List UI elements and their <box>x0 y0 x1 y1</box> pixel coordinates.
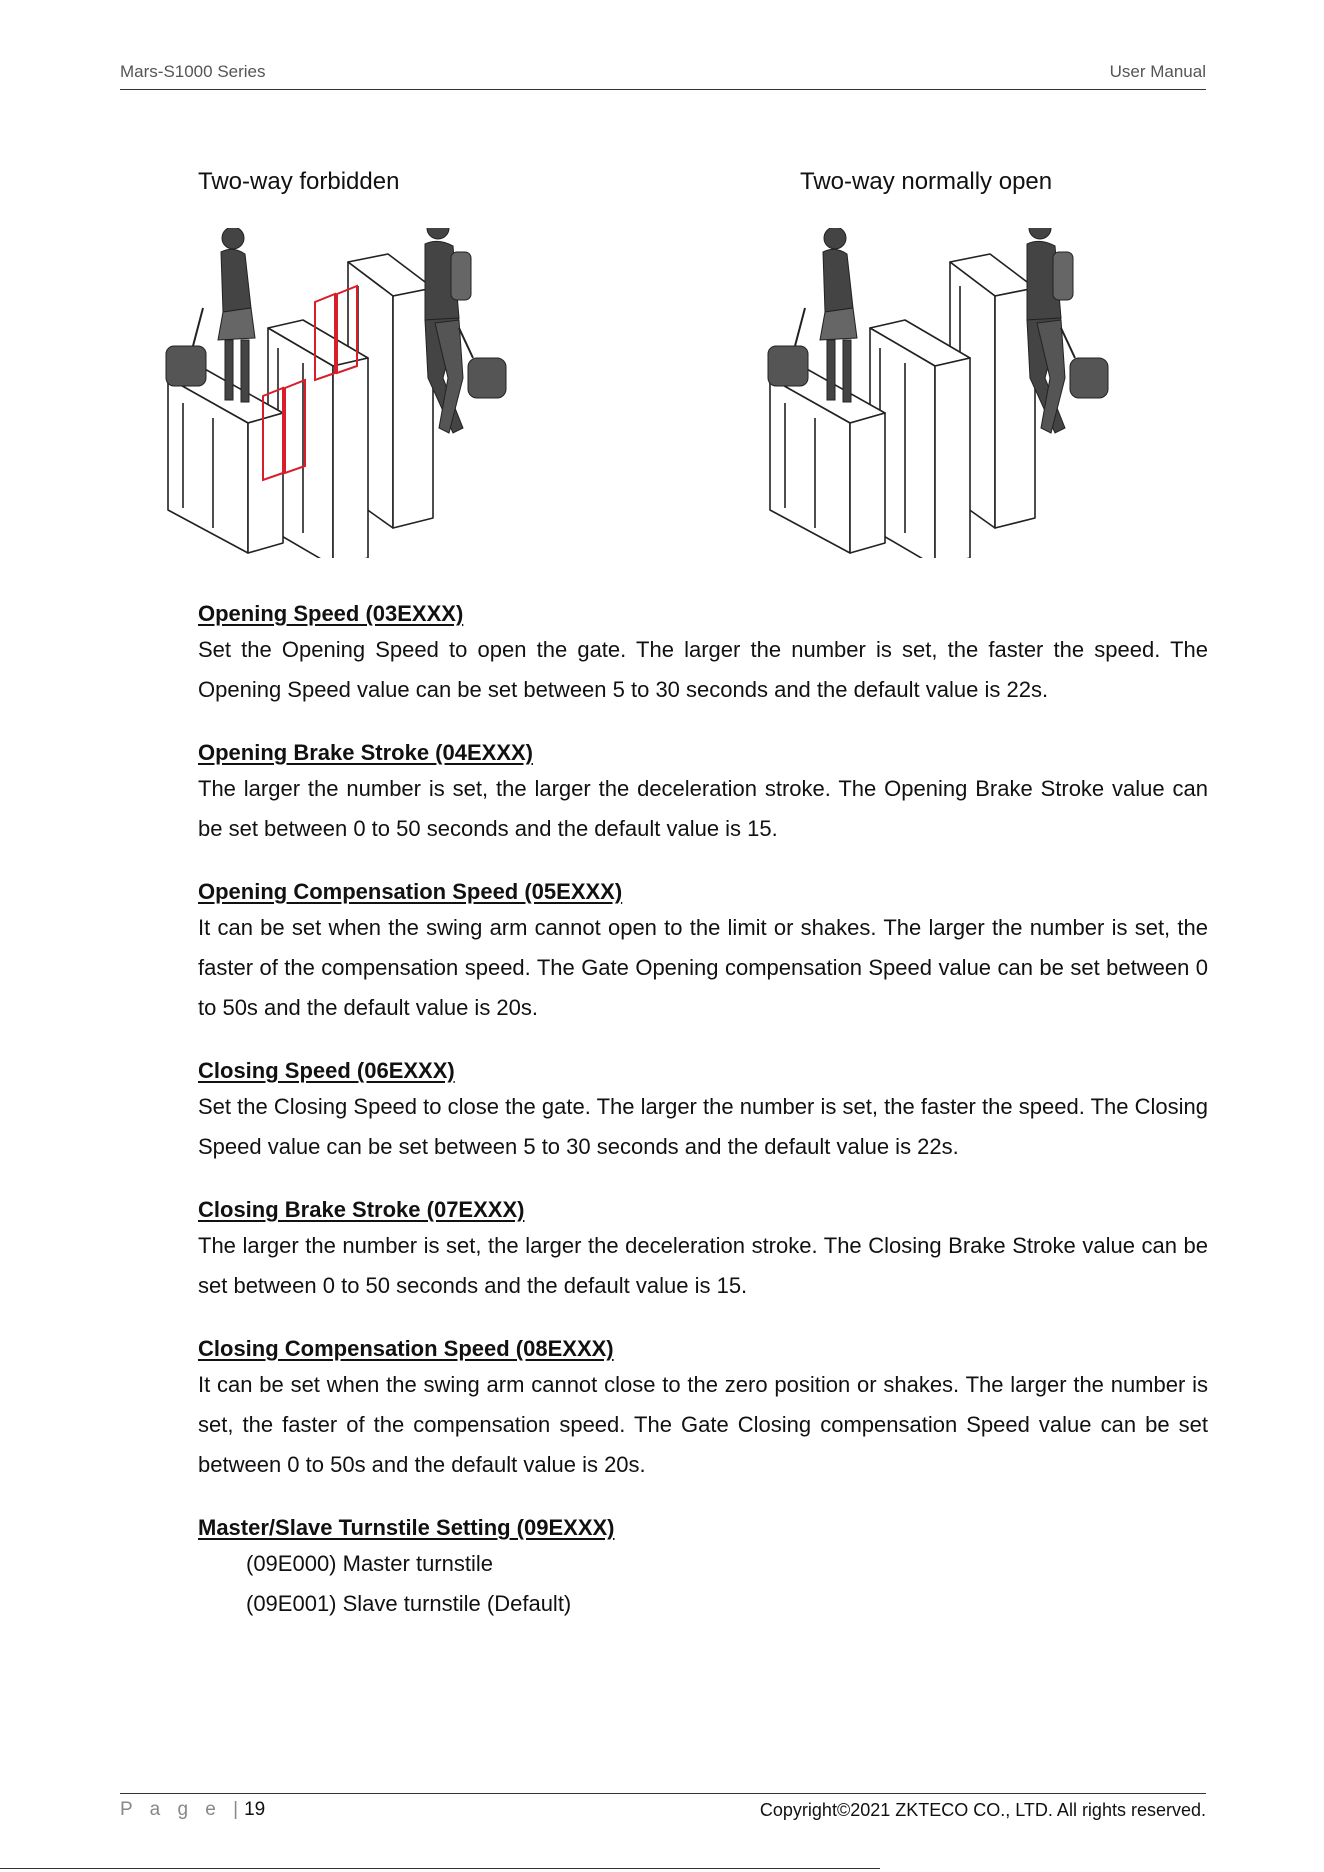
section-title: Closing Brake Stroke (07EXXX) <box>198 1197 525 1222</box>
section-opening-speed <box>198 598 1208 710</box>
section-body: Set the Closing Speed to close the gate. The larger the number is set, the faster the speed. The Closing Speed value can be set between 5 to 30 seconds and the default value is 22s. <box>198 1094 1208 1159</box>
copyright: Copyright©2021 ZKTECO CO., LTD. All rights reserved. <box>759 1800 1206 1820</box>
section-body: The larger the number is set, the larger the deceleration stroke. The Opening Brake Stroke value can be set between 0 to 50 seconds and the default value is 15. <box>198 776 1208 841</box>
section-master-slave-turnstile-setting <box>198 1512 1208 1624</box>
section-body: The larger the number is set, the larger the deceleration stroke. The Closing Brake Stroke value can be set between 0 to 50 seconds and the default value is 15. <box>198 1233 1208 1298</box>
header-rule <box>120 89 1206 90</box>
page-number-value: 19 <box>244 1799 266 1820</box>
figure-caption-two-way-normally-open: Two-way normally open <box>800 168 1053 195</box>
section-opening-compensation-speed <box>198 876 1208 1028</box>
turnstile-illustration-two-way-normally-open <box>765 228 1145 558</box>
section-title: Master/Slave Turnstile Setting (09EXXX) <box>198 1515 615 1540</box>
section-closing-compensation-speed <box>198 1333 1208 1485</box>
section-body: It can be set when the swing arm cannot open to the limit or shakes. The larger the number is set, the faster of the compensation speed. The Gate Opening compensation Speed value can be set between 0 to 50s and the default value is 20s. <box>198 915 1208 1020</box>
header-series: Mars-S1000 Series <box>120 62 266 81</box>
section-title: Opening Speed (03EXXX) <box>198 601 464 626</box>
page-label: P a g e <box>120 1799 222 1820</box>
section-title: Opening Compensation Speed (05EXXX) <box>198 879 623 904</box>
turnstile-illustration-two-way-forbidden <box>163 228 543 558</box>
page-number <box>120 1799 265 1821</box>
section-body: It can be set when the swing arm cannot close to the zero position or shakes. The larger the number is set, the faster of the compensation speed. The Gate Closing compensation Speed value can be set between 0 to 50s and the default value is 20s. <box>198 1372 1208 1477</box>
section-title: Closing Speed (06EXXX) <box>198 1058 455 1083</box>
bottom-edge-line <box>0 1868 880 1869</box>
figure-caption-two-way-forbidden: Two-way forbidden <box>198 168 400 195</box>
page-separator: | <box>233 1799 245 1820</box>
footer-rule <box>120 1793 1206 1794</box>
section-closing-speed <box>198 1055 1208 1167</box>
section-body: Set the Opening Speed to open the gate. The larger the number is set, the faster the speed. The Opening Speed value can be set between 5 to 30 seconds and the default value is 22s. <box>198 637 1208 702</box>
settings-content <box>198 598 1208 1651</box>
header-manual-title: User Manual <box>1109 62 1206 81</box>
list-item: (09E000) Master turnstile <box>246 1551 493 1576</box>
section-opening-brake-stroke <box>198 737 1208 849</box>
section-closing-brake-stroke <box>198 1194 1208 1306</box>
list-item: (09E001) Slave turnstile (Default) <box>246 1591 572 1616</box>
section-title: Closing Compensation Speed (08EXXX) <box>198 1336 614 1361</box>
section-title: Opening Brake Stroke (04EXXX) <box>198 740 533 765</box>
